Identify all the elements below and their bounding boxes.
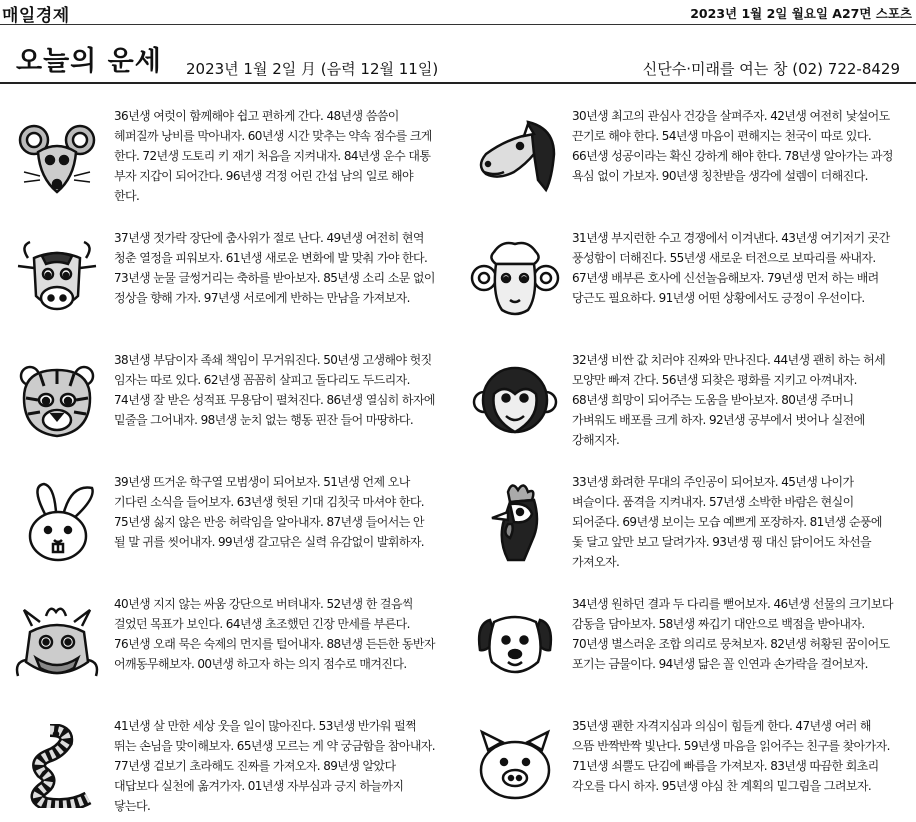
- newspaper-name: 매일경제: [2, 6, 70, 26]
- section-header: [0, 24, 916, 84]
- snake-icon: [10, 724, 104, 808]
- sheep-icon: [468, 236, 562, 320]
- page-title: 오늘의 운세: [16, 46, 162, 77]
- fortune-text: 34년생 원하던 결과 두 다리를 뻗어보자. 46년생 선물의 크기보다 감동을 담아보자. 58년생 짜깁기 대안으로 백점을 받아내자. 70년생 별스러운 조합 의리로 뭉쳐보자. 82년생 허황된 꿈이어도 포기는 금물이다. 94년생 닮은 꼴 인연과 손가락을 걸어보자.: [572, 597, 893, 671]
- rooster-icon: [468, 480, 562, 564]
- monkey-icon: [468, 358, 562, 442]
- fortune-text: 31년생 부지런한 수고 경쟁에서 이겨낸다. 43년생 여기저기 곳간 풍성함이 더해진다. 55년생 새로운 터전으로 보따리를 싸내자. 67년생 배부른 호사에 신선놀음해보자. 79년생 먼저 하는 배려 당근도 필요하다. 91년생 어떤 상황에서도 긍정이 우선이다.: [572, 231, 890, 305]
- ox-icon: [10, 236, 104, 320]
- edition-info: 2023년 1월 2일 월요일 A27면 스포츠: [690, 6, 912, 21]
- dog-icon: [468, 602, 562, 686]
- fortune-text: 36년생 여럿이 함께해야 쉽고 편하게 간다. 48년생 씀씀이 헤퍼질까 낭비를 막아내자. 60년생 시간 맞추는 약속 점수를 크게 한다. 72년생 도토리 키 재기 처음을 지켜내자. 84년생 운수 대통 부자 지갑이 되어간다. 96년생 걱정 어린 간섭 남의 일로 해야 한다.: [114, 109, 432, 203]
- fortune-text: 38년생 부담이자 족쇄 책임이 무거워진다. 50년생 고생해야 헛짓 임자는 따로 있다. 62년생 꼼꼼히 살피고 돌다리도 두드리자. 74년생 잘 받은 성적표 무용담이 펼쳐진다. 86년생 열심히 하자에 밑줄을 그어내자. 98년생 눈치 없는 행동 핀잔 들어 마땅하다.: [114, 353, 435, 427]
- date-line: 2023년 1월 2일 月 (음력 12월 11일): [186, 60, 439, 78]
- fortune-entry-pig: [458, 706, 906, 822]
- tiger-icon: [10, 358, 104, 442]
- fortune-text: 35년생 괜한 자격지심과 의심이 힘들게 한다. 47년생 여러 해 으뜸 반짝반짝 빛난다. 59년생 마음을 읽어주는 친구를 찾아가자. 71년생 쇠뿔도 단김에 빠름을 가져보자. 83년생 따끔한 회초리 각오를 다시 하자. 95년생 야심 찬 계획의 밑그림을 그려보자.: [572, 719, 890, 793]
- pig-icon: [468, 724, 562, 808]
- fortune-text: 37년생 젓가락 장단에 춤사위가 절로 난다. 49년생 여전히 현역 청춘 열정을 피워보자. 61년생 새로운 변화에 발 맞춰 가야 한다. 73년생 눈물 글썽거리는 축하를 받아보자. 85년생 소리 소문 없이 정상을 향해 가자. 97년생 서로에게 반하는 만남을 가져보자.: [114, 231, 435, 305]
- fortune-text: 32년생 비싼 값 치러야 진짜와 만나진다. 44년생 괜히 하는 허세 모양만 빠져 간다. 56년생 되찾은 평화를 지키고 아껴내자. 68년생 희망이 되어주는 도움을 받아보자. 80년생 주머니 가벼워도 배포를 크게 하자. 92년생 공부에서 벗어나 실전에 강해지자.: [572, 353, 886, 447]
- fortune-entry-dragon: [0, 584, 448, 700]
- fortune-entry-sheep: [458, 218, 906, 334]
- fortune-entry-horse: [458, 96, 906, 212]
- fortune-text: 40년생 지지 않는 싸움 강단으로 버텨내자. 52년생 한 걸음씩 걸었던 목표가 보인다. 64년생 초조했던 긴장 만세를 부른다. 76년생 오래 묵은 숙제의 먼지를 털어내자. 88년생 든든한 동반자 어깨동무해보자. 00년생 하고자 하는 의지 점수로 매겨진다.: [114, 597, 435, 671]
- fortune-entry-ox: [0, 218, 448, 334]
- fortune-text: 33년생 화려한 무대의 주인공이 되어보자. 45년생 나이가 벼슬이다. 품격을 지켜내자. 57년생 소박한 바람은 현실이 되어준다. 69년생 보이는 모습 예쁘게 포장하자. 81년생 순풍에 돛 달고 앞만 보고 달려가자. 93년생 꿩 대신 닭이어도 차선을 가져오자.: [572, 475, 882, 569]
- rabbit-icon: [10, 480, 104, 564]
- contact-info: 신단수·미래를 여는 창 (02) 722-8429: [642, 60, 900, 78]
- fortune-entry-rabbit: [0, 462, 448, 578]
- fortune-entry-tiger: [0, 340, 448, 456]
- fortune-entry-rooster: [458, 462, 906, 578]
- fortune-entry-snake: [0, 706, 448, 822]
- fortune-entry-dog: [458, 584, 906, 700]
- fortune-entry-monkey: [458, 340, 906, 456]
- masthead-bar: [0, 0, 916, 25]
- fortune-entry-rat: [0, 96, 448, 212]
- fortune-text: 30년생 최고의 관심사 건강을 살펴주자. 42년생 여전히 낯설어도 끈기로 해야 한다. 54년생 마음이 편해지는 천국이 따로 있다. 66년생 성공이라는 확신 강하게 해야 한다. 78년생 알아가는 과정 욕심 없이 가보자. 90년생 칭찬받을 생각에 설렘이 더해진다.: [572, 109, 893, 183]
- fortune-text: 41년생 살 만한 세상 웃을 일이 많아진다. 53년생 반가워 펄쩍 뛰는 손님을 맞이해보자. 65년생 모르는 게 약 궁금함을 참아내자. 77년생 겉보기 초라해도 진짜를 가져오자. 89년생 알았다 대답보다 실천에 옮겨가자. 01년생 자부심과 긍지 하늘까지 닿는다.: [114, 719, 436, 813]
- horse-icon: [468, 114, 562, 198]
- fortune-text: 39년생 뜨거운 학구열 모범생이 되어보자. 51년생 언제 오나 기다린 소식을 들어보자. 63년생 헛된 기대 김칫국 마셔야 한다. 75년생 싫지 않은 반응 허락임을 알아내자. 87년생 들어서는 안 될 말 귀를 씻어내자. 99년생 갈고닦은 실력 유감없이 발휘하자.: [114, 475, 425, 549]
- rat-icon: [10, 114, 104, 198]
- dragon-icon: [10, 602, 104, 686]
